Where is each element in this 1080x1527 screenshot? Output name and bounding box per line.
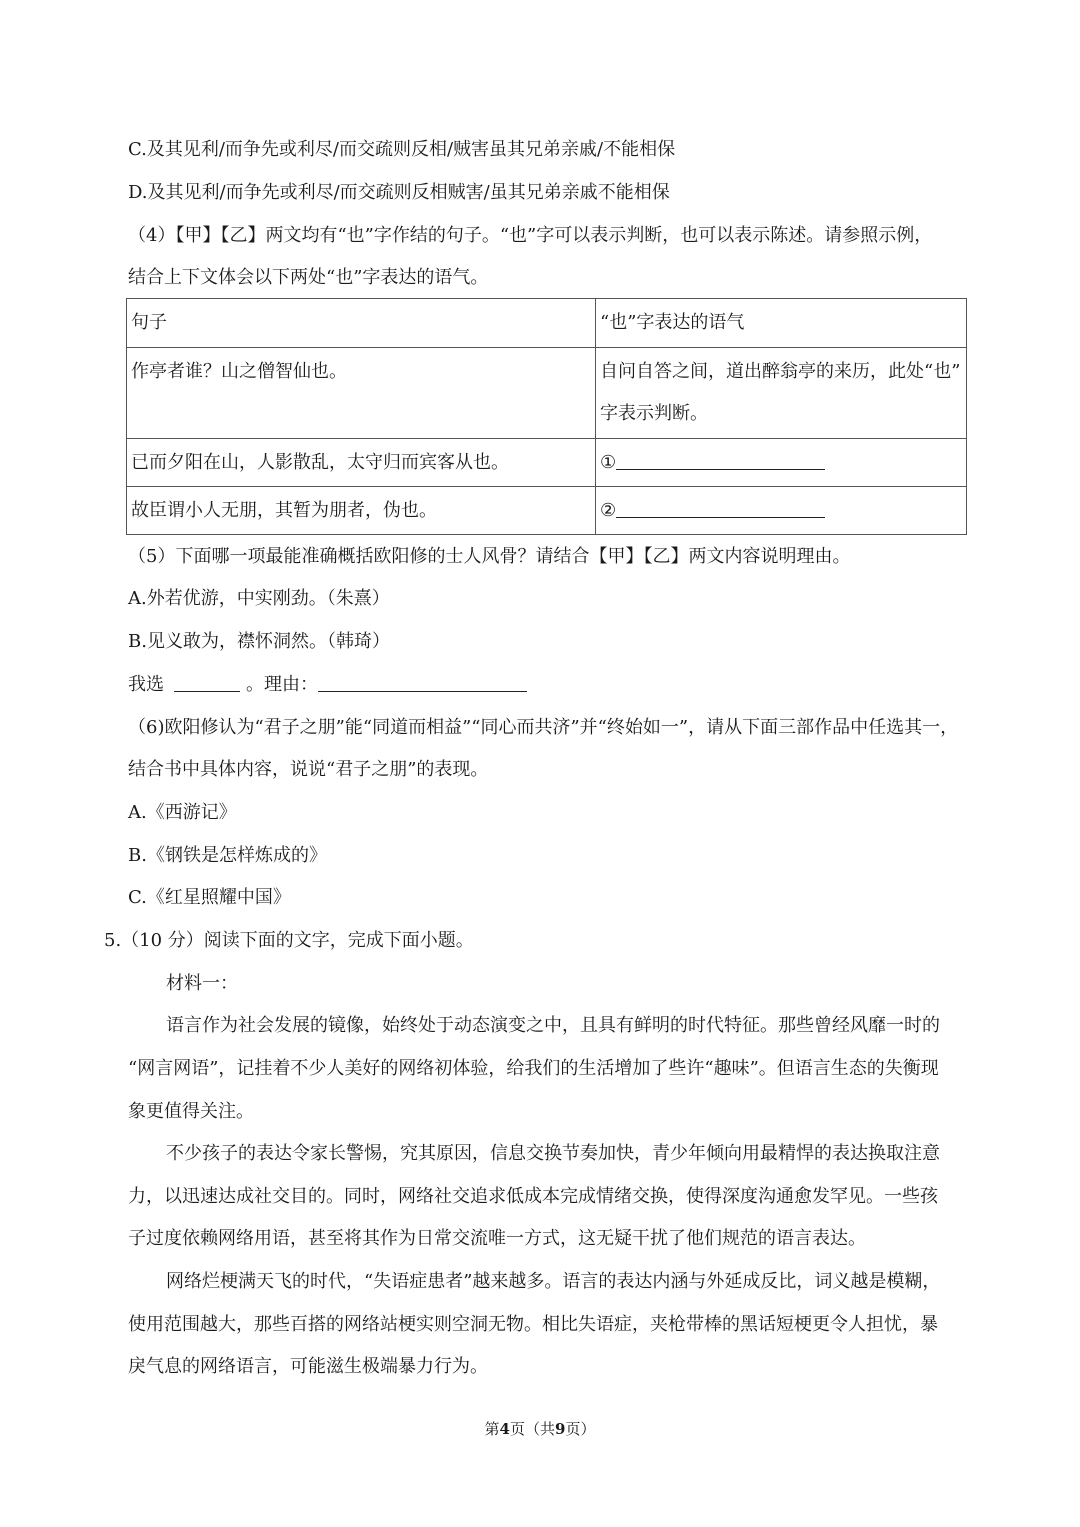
paragraph-line: 语言作为社会发展的镜像，始终处于动态演变之中，且具有鲜明的时代特征。那些曾经风靡一时的 bbox=[166, 1015, 940, 1036]
question-5-title: 5.（10 分）阅读下面的文字，完成下面小题。 bbox=[104, 930, 474, 951]
table-row-2-sentence: 已而夕阳在山，人影散乱，太守归而宾客从也。 bbox=[127, 439, 596, 487]
paragraph-line: 象更值得关注。 bbox=[128, 1101, 254, 1122]
q4-question-line2: 结合上下文体会以下两处“也”字表达的语气。 bbox=[128, 267, 489, 288]
table-row-1-tone-line2: 字表示判断。 bbox=[600, 403, 708, 424]
paragraph-line: 子过度依赖网络用语，甚至将其作为日常交流唯一方式，这无疑干扰了他们规范的语言表达。 bbox=[128, 1228, 866, 1249]
page-footer bbox=[0, 1418, 1080, 1439]
table-row-1-tone-line1: 自问自答之间，道出醉翁亭的来历，此处“也” bbox=[600, 361, 961, 382]
q5-option-b: B.见义敢为，襟怀洞然。（韩琦） bbox=[128, 631, 390, 652]
table-header-tone: “也”字表达的语气 bbox=[596, 299, 967, 348]
option-d: D.及其见利/而争先或利尽/而交疏则反相贼害/虽其兄弟亲戚不能相保 bbox=[128, 182, 670, 203]
footer-prefix: 第 bbox=[484, 1420, 500, 1438]
q6-option-c: C.《红星照耀中国》 bbox=[128, 887, 291, 908]
answer-marker-2: ② bbox=[600, 500, 617, 521]
footer-total-pages: 9 bbox=[555, 1420, 566, 1438]
reason-label: 。理由： bbox=[246, 674, 318, 695]
reason-blank[interactable] bbox=[318, 673, 527, 692]
table-row-1-sentence: 作亭者谁？山之僧智仙也。 bbox=[127, 348, 596, 439]
table-row-3-tone bbox=[596, 487, 967, 535]
table-row-1-tone bbox=[596, 348, 967, 439]
option-c: C.及其见利/而争先或利尽/而交疏则反相/贼害虽其兄弟亲戚/不能相保 bbox=[128, 139, 676, 160]
q6-option-a: A.《西游记》 bbox=[128, 802, 237, 823]
footer-suffix: 页） bbox=[565, 1420, 596, 1438]
choose-label: 我选 bbox=[128, 674, 164, 695]
paragraph-line: 戾气息的网络语言，可能滋生极端暴力行为。 bbox=[128, 1356, 488, 1377]
paragraph-line: “网言网语”，记挂着不少人美好的网络初体验，给我们的生活增加了些许“趣味”。但语言生态的失衡现 bbox=[128, 1058, 939, 1079]
q5-question: （5）下面哪一项最能准确概括欧阳修的士人风骨？请结合【甲】【乙】两文内容说明理由。 bbox=[128, 546, 851, 567]
material-label: 材料一： bbox=[166, 973, 238, 994]
footer-middle: 页（共 bbox=[509, 1420, 555, 1438]
table-row-2-tone bbox=[596, 439, 967, 487]
answer-blank-1[interactable] bbox=[616, 451, 825, 470]
q4-question-line1: （4）【甲】【乙】两文均有“也”字作结的句子。“也”字可以表示判断，也可以表示陈述。请参照示例， bbox=[128, 225, 933, 246]
q5-answer-line bbox=[128, 672, 527, 698]
answer-marker-1: ① bbox=[600, 452, 617, 473]
table-header-sentence: 句子 bbox=[127, 299, 596, 348]
q5-option-a: A.外若优游，中实刚劲。（朱熹） bbox=[128, 588, 390, 609]
choice-blank[interactable] bbox=[174, 673, 240, 692]
table-row-3-sentence: 故臣谓小人无朋，其暂为朋者，伪也。 bbox=[127, 487, 596, 535]
paragraph-line: 不少孩子的表达令家长警惕，究其原因，信息交换节奏加快，青少年倾向用最精悍的表达换取注意 bbox=[166, 1143, 940, 1164]
paragraph-line: 使用范围越大，那些百搭的网络站梗实则空洞无物。相比失语症，夹枪带棒的黑话短梗更令人担忧，暴 bbox=[128, 1314, 938, 1335]
q6-option-b: B.《钢铁是怎样炼成的》 bbox=[128, 845, 327, 866]
q6-question-line1: （6)欧阳修认为“君子之朋”能“同道而相益”“同心而共济”并“终始如一”，请从下面三部作品中任选其一， bbox=[128, 717, 959, 738]
answer-blank-2[interactable] bbox=[616, 499, 825, 518]
paragraph-line: 网络烂梗满天飞的时代，“失语症患者”越来越多。语言的表达内涵与外延成反比，词义越是模糊， bbox=[166, 1271, 941, 1292]
footer-page-number: 4 bbox=[499, 1420, 510, 1438]
q4-table bbox=[126, 298, 967, 535]
paragraph-line: 力，以迅速达成社交目的。同时，网络社交追求低成本完成情绪交换，使得深度沟通愈发罕见。一些孩 bbox=[128, 1186, 938, 1207]
q6-question-line2: 结合书中具体内容，说说“君子之朋”的表现。 bbox=[128, 759, 489, 780]
